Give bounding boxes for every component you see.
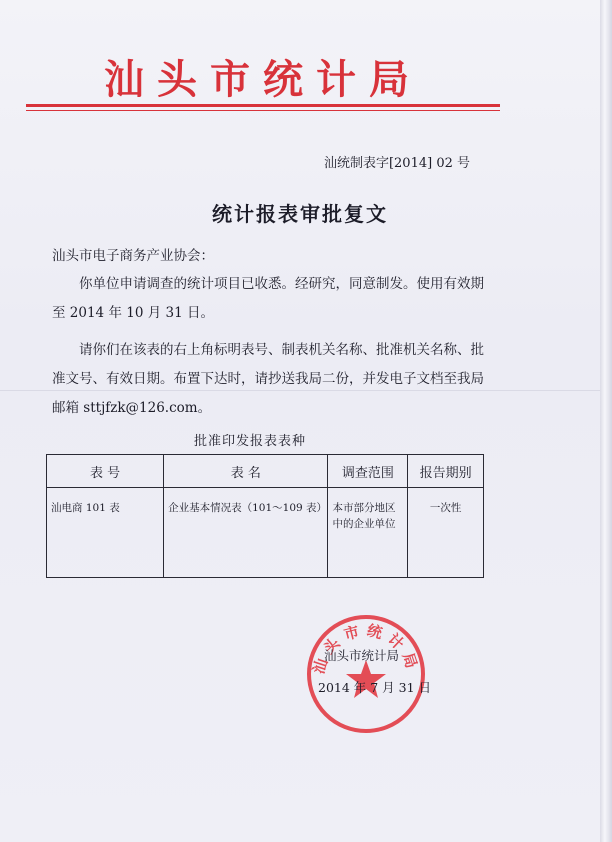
header-form-number: 表 号 — [47, 455, 164, 488]
official-seal-icon — [304, 612, 428, 736]
cell-form-number: 汕电商 101 表 — [47, 488, 164, 578]
body-paragraph-approval: 你单位申请调查的统计项目已收悉。经研究，同意制发。使用有效期至 2014 年 10 月 31 日。 — [52, 276, 484, 321]
cell-form-name: 企业基本情况表（101～109 表） — [164, 488, 328, 578]
svg-text:汕头市统计局: 汕头市统计局 — [309, 621, 423, 677]
table-row — [47, 488, 484, 578]
cell-survey-scope: 本市部分地区中的企业单位 — [328, 488, 408, 578]
header-report-period: 报告期别 — [408, 455, 484, 488]
approved-forms-table — [46, 454, 484, 578]
letterhead-rule — [26, 104, 500, 107]
table-title: 批准印发报表表种 — [193, 434, 306, 449]
letterhead-rule-thin — [26, 110, 500, 111]
paper-edge — [600, 0, 612, 842]
signature-date: 2014 年 7 月 31 日 — [318, 680, 432, 695]
table-header-row — [47, 455, 484, 488]
body-paragraph-instructions: 请你们在该表的右上角标明表号、制表机关名称、批准机关名称、批准文号、有效日期。布置下达时，请抄送我局二份，并发电子文档至我局邮箱 sttjfzk@126.com。 — [52, 342, 484, 416]
header-survey-scope: 调查范围 — [328, 455, 408, 488]
signature-org: 汕头市统计局 — [324, 648, 400, 663]
letterhead-title: 汕头市统计局 — [104, 56, 422, 103]
cell-report-period: 一次性 — [408, 488, 484, 578]
document-number: 汕统制表字[2014] 02 号 — [323, 156, 470, 171]
document-title: 统计报表审批复文 — [212, 202, 388, 226]
header-form-name: 表 名 — [164, 455, 328, 488]
recipient: 汕头市电子商务产业协会： — [52, 248, 214, 264]
